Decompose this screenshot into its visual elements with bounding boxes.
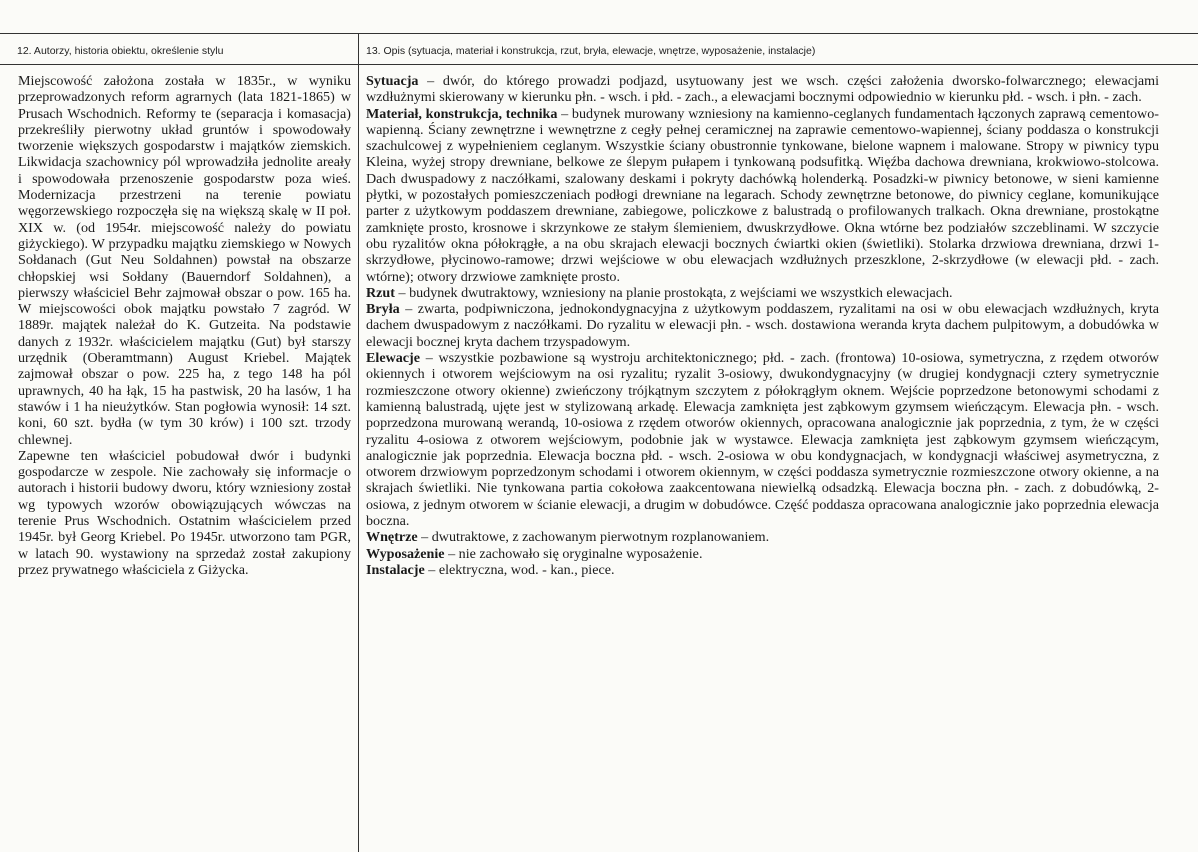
description-column (366, 73, 1159, 578)
bryla-label: Bryła (366, 301, 400, 318)
instalacje-paragraph (366, 562, 1159, 578)
history-paragraph-1: Miejscowość założona została w 1835r., w wyniku przeprowadzonych reform agrarnych (lata 1821-1865) w Prusach Wschodnich. Reformy te (separacja i komasacja) przekreśliły pierwotny układ gruntów i spowodowały tworzenie większych gospodarstw i majątków ziemskich. Likwidacja szachownicy pól wprowadziła jednolite areały i spowodowała przenoszenie gospodarstw poza wieś. Modernizacja przestrzeni na terenie powiatu węgorzewskiego rozpoczęła się na większą skalę w II poł. XIX w. (od 1954r. miejscowość należy do powiatu giżyckiego). W przypadku majątku ziemskiego w Nowych Sołdanach (Gut Neu Soldahnen) powstał na obszarze chłopskiej wsi Sołdany (Bauerndorf Soldahnen), a pierwszy właściciel Behr zajmował obszar o pow. 165 ha. W miejscowości obok majątku powstało 7 zagród. W 1889r. majątek należał do K. Gutzeita. Na podstawie danych z 1932r. właścicielem majątku (Gut) był starszy urzędnik (Oberamtmann) August Kriebel. Majątek zajmował obszar o pow. 225 ha, z tego 148 ha pól uprawnych, 40 ha łąk, 15 ha pastwisk, 20 ha lasów, 1 ha stawów i 1 ha nieużytków. Stan pogłowia wynosił: 14 szt. koni, 60 szt. bydła (w tym 30 krów) i 100 szt. trzody chlewnej. (18, 73, 351, 448)
section-13-heading: 13. Opis (sytuacja, materiał i konstrukcja, rzut, bryła, elewacje, wnętrze, wyposażenie, instalacje) (366, 45, 816, 57)
material-label: Materiał, konstrukcja, technika (366, 105, 558, 122)
wyposazenie-label: Wyposażenie (366, 545, 445, 562)
wnetrze-text: – dwutraktowe, z zachowanym pierwotnym rozplanowaniem. (417, 529, 770, 546)
wnetrze-label: Wnętrze (366, 529, 418, 546)
elewacje-label: Elewacje (366, 350, 421, 367)
history-paragraph-2: Zapewne ten właściciel pobudował dwór i budynki gospodarcze w zespole. Nie zachowały się informacje o autorach i historii budowy dworu, który wzniesiony został wg typowych wzorów obowiązujących wówczas na terenie Prus Wschodnich. Ostatnim właścicielem przed 1945r. był Georg Kriebel. Po 1945r. utworzono tam PGR, w latach 90. wystawiony na sprzedaż został zakupiony przez prywatnego właściciela z Giżycka. (18, 447, 351, 578)
instalacje-label: Instalacje (366, 561, 425, 578)
column-divider (358, 33, 359, 852)
wyposazenie-text: – nie zachowało się oryginalne wyposażenie. (444, 545, 703, 562)
wyposazenie-paragraph (366, 546, 1159, 562)
instalacje-text: – elektryczna, wod. - kan., piece. (424, 561, 615, 578)
rzut-text: – budynek dwutraktowy, wzniesiony na planie prostokąta, z wejściami we wszystkich elewacjach. (394, 284, 953, 301)
section-12-heading: 12. Autorzy, historia obiektu, określenie stylu (17, 45, 224, 57)
rzut-paragraph (366, 285, 1159, 301)
header-row (0, 33, 1198, 65)
history-column (18, 73, 351, 578)
elewacje-paragraph (366, 350, 1159, 529)
material-paragraph (366, 106, 1159, 285)
wnetrze-paragraph (366, 529, 1159, 545)
sytuacja-paragraph (366, 73, 1159, 106)
bryla-paragraph (366, 301, 1159, 350)
elewacje-text: – wszystkie pozbawione są wystroju architektonicznego; płd. - zach. (frontowa) 10-osiowa, symetryczna, z rzędem otworów okiennych i otworem wejściowym na osi ryzalitu; ryzalit 3-osiowy, dwukondygnacyjny (w drugiej kondygnacji cztery symetrycznie rozmieszczone otwory okienne) zwieńczony trójkątnym szczytem z półokrągłym oknem. Wejście poprzedzone betonowymi schodami z kamienną balustradą, ujęte jest w stylizowaną arkadę. Elewacja zamknięta jest ząbkowym gzymsem wieńczącym. Elewacja płn. - wsch. poprzedzona murowaną werandą, 10-osiowa z rzędem otworów okiennych, opracowana analogicznie jak poprzednia, z tym, że w części ryzalitu 4-osiowa z otworem wejściowym, podobnie jak w wystawce. Elewacja zamknięta jest ząbkowym gzymsem wieńczącym, analogicznie jak poprzednia. Elewacja boczna płd. - wsch. 2-osiowa w obu kondygnacjach, w kondygnacji właściwej asymetryczna, z otworem drzwiowym poprzedzonym schodami i otworem okiennym, w części poddasza symetrycznie rozmieszczone otwory okienne, a na skrajach świetliki. Nie tynkowana partia cokołowa zaakcentowana niewielką odsadzką. Elewacja boczna płn. - zach. z dobudówką, 2-osiowa, z jednym otworem w ścianie elewacji, a drugim w dobudówce. Część poddasza opracowana analogicznie jako poprzednia elewacja boczna. (366, 350, 1159, 530)
material-text: – budynek murowany wzniesiony na kamienno-ceglanych fundamentach łączonych zaprawą cementowo-wapienną. Ściany zewnętrzne i wewnętrzne z cegły pełnej ceramicznej na zaprawie cementowo-wapiennej, ściany poddasza o konstrukcji szachulcowej z wypełnieniem ceglanym. Wszystkie ściany obustronnie tynkowane, bielone wapnem i malowane. Stropy w piwnicy typu Kleina, wyżej stropy drewniane, belkowe ze ślepym pułapem i tynkowaną podsufitką. Więźba dachowa drewniana, krokwiowo-stolcowa. Dach dwuspadowy z naczółkami, szalowany deskami i pokryty dachówką holenderką. Posadzki-w piwnicy betonowe, w sieni kamienne płytki, w pozostałych pomieszczeniach podłogi drewniane na legarach. Schody zewnętrzne betonowe, do piwnicy ceglane, komunikujące parter z użytkowym poddaszem drewniane, zabiegowe, policzkowe z balustradą o profilowanych tralkach. Okna drewniane, prostokątne zamknięte prosto, krosnowe i skrzynkowe ze stałym ślemieniem, dwuskrzydłowe. Okna wtórne bez podziałów szczeblinami. W szczycie obu ryzalitów okna półokrągłe, a na obu skrajach elewacji bocznych ćwiartki okien (świetliki). Stolarka drzwiowa drewniana, drzwi 1-skrzydłowe, płycinowo-ramowe; drzwi wejściowe w obu elewacjach wzdłużnych przeszklone, 2-skrzydłowe (w elewacji płd. - zach. wtórne); otwory drzwiowe zamknięte prosto. (366, 105, 1159, 285)
sytuacja-text: – dwór, do którego prowadzi podjazd, usytuowany jest we wsch. części założenia dworsko-folwarcznego; elewacjami wzdłużnymi skierowany w kierunku płn. - wsch. i płd. - zach., a elewacjami bocznymi odpowiednio w kierunku płd. - wsch. i płn. - zach. (366, 73, 1159, 106)
sytuacja-label: Sytuacja (366, 73, 419, 89)
rzut-label: Rzut (366, 284, 395, 301)
bryla-text: – zwarta, podpiwniczona, jednokondygnacyjna z użytkowym poddaszem, ryzalitami na osi w obu elewacjach wzdłużnych, kryta dachem dwuspadowym z naczółkami. Do ryzalitu w elewacji płn. - wsch. dostawiona weranda kryta dachem pulpitowym, a dobudówka w elewacji bocznej kryta dachem trzyspadowym. (366, 301, 1159, 350)
